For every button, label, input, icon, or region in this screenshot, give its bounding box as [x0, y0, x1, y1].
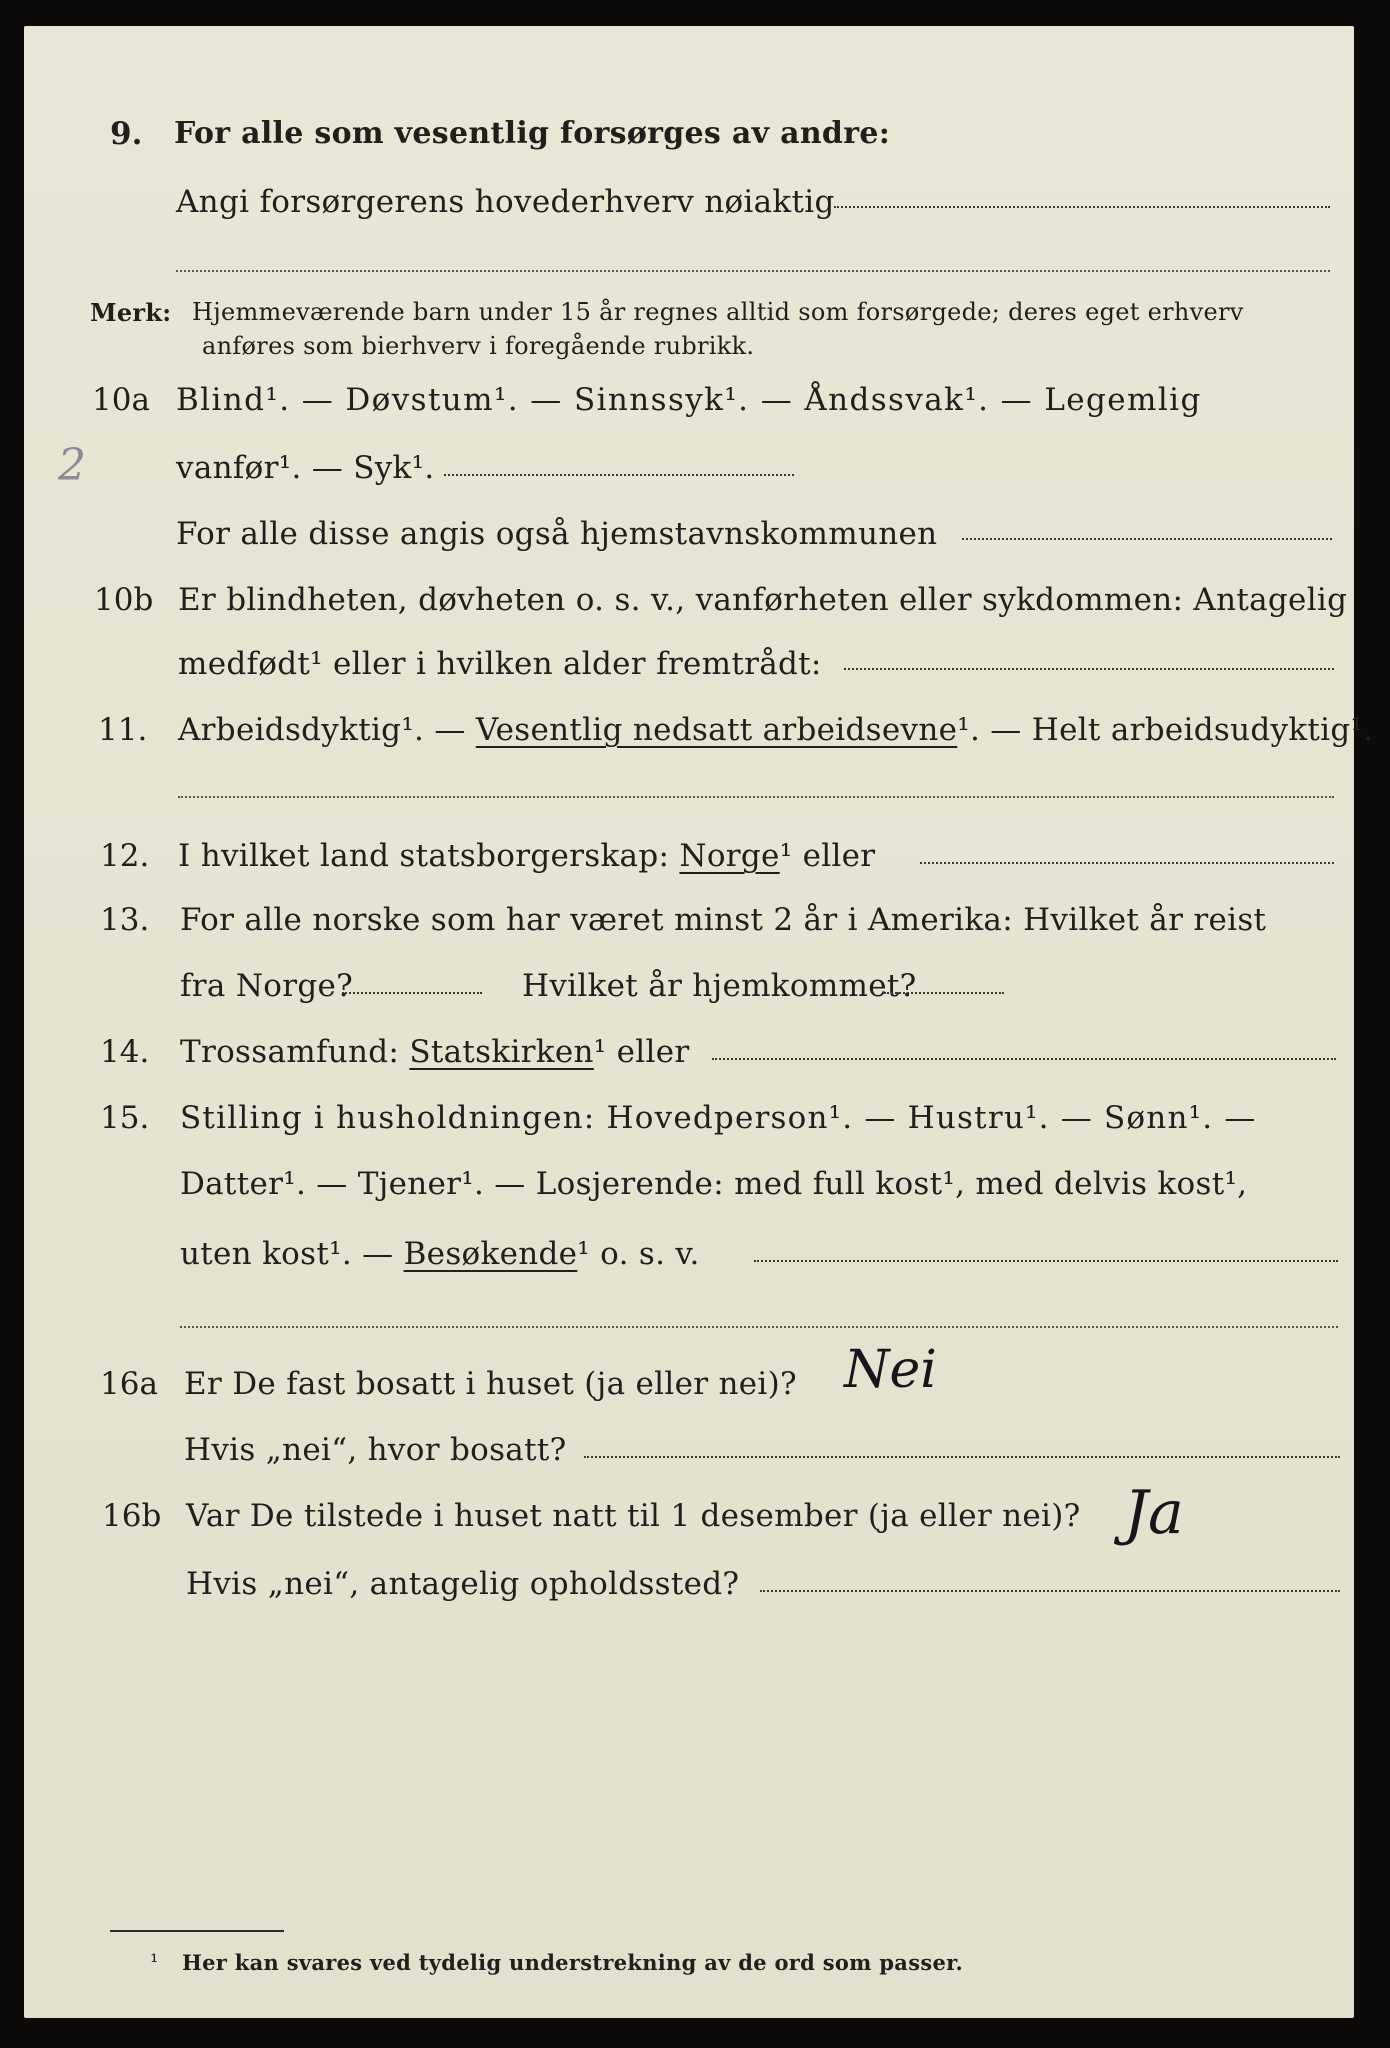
- q16a-followup-answer-line[interactable]: [584, 1456, 1340, 1458]
- q13-hjemkommet-label: Hvilket år hjemkommet?: [522, 968, 917, 1004]
- q15-answer-line[interactable]: [754, 1260, 1338, 1262]
- q11-number: 11.: [98, 712, 148, 748]
- q11-underlined-answer[interactable]: Vesentlig nedsatt arbeidsevne: [475, 712, 958, 748]
- q14-eller: ¹ eller: [593, 1034, 690, 1070]
- q10a-syk-answer-line[interactable]: [444, 474, 794, 476]
- q10a-line-3: For alle disse angis også hjemstavnskommunen: [176, 516, 938, 552]
- q10a-line-2: vanfør¹. — Syk¹.: [176, 450, 435, 486]
- q9-answer-line[interactable]: [834, 206, 1330, 208]
- q15-answer-line-2[interactable]: [180, 1326, 1338, 1328]
- merk-text-1: Hjemmeværende barn under 15 år regnes alltid som forsørgede; deres eget erhverv: [192, 298, 1244, 326]
- q9-occupation-label: Angi forsørgerens hovederhverv nøiaktig: [176, 184, 835, 220]
- q16b-followup-label: Hvis „nei“, antagelig opholdssted?: [186, 1566, 740, 1602]
- q15-uten-kost: uten kost¹. —: [180, 1236, 404, 1272]
- footnote-rule: [110, 1930, 284, 1932]
- q16a-question: Er De fast bosatt i huset (ja eller nei)?: [184, 1366, 797, 1402]
- q15-osv: ¹ o. s. v.: [577, 1236, 700, 1272]
- q14-answer-line[interactable]: [712, 1058, 1336, 1060]
- q16a-followup-label: Hvis „nei“, hvor bosatt?: [184, 1432, 567, 1468]
- q14-text: [180, 1034, 690, 1070]
- q14-number: 14.: [100, 1034, 150, 1070]
- q12-underlined-answer[interactable]: Norge: [679, 838, 780, 874]
- q15-line-3: [180, 1236, 700, 1272]
- q11-text: [178, 712, 1373, 748]
- q16b-question: Var De tilstede i huset natt til 1 desember (ja eller nei)?: [186, 1498, 1081, 1534]
- q14-question: Trossamfund:: [180, 1034, 410, 1070]
- q10a-number: 10a: [92, 382, 150, 418]
- q9-heading: For alle som vesentlig forsørges av andre:: [174, 116, 891, 151]
- margin-pencil-mark: 2: [58, 440, 86, 491]
- merk-text-2: anføres som bierhverv i foregående rubrikk.: [202, 332, 755, 360]
- merk-label: Merk:: [90, 298, 172, 327]
- q12-text: [178, 838, 875, 874]
- q13-reist-answer-line[interactable]: [342, 992, 482, 994]
- q9-number: 9.: [110, 116, 143, 152]
- q12-answer-line[interactable]: [920, 862, 1334, 864]
- q12-question: I hvilket land statsborgerskap:: [178, 838, 680, 874]
- q11-answer-line[interactable]: [178, 796, 1334, 798]
- q9-answer-line-2[interactable]: [176, 270, 1330, 272]
- census-form-page: [24, 26, 1374, 2018]
- q16a-number: 16a: [100, 1366, 158, 1402]
- q11-option-rest: ¹. — Helt arbeidsudyktig¹.: [957, 712, 1374, 748]
- q10a-line-1: Blind¹. — Døvstum¹. — Sinnssyk¹. — Åndssvak¹. — Legemlig: [176, 382, 1202, 418]
- footnote-marker: ¹: [150, 1950, 159, 1974]
- q10b-answer-line[interactable]: [844, 668, 1334, 670]
- q15-number: 15.: [100, 1100, 150, 1136]
- q13-number: 13.: [100, 902, 150, 938]
- q13-reist-label: fra Norge?: [180, 968, 354, 1004]
- q16b-followup-answer-line[interactable]: [760, 1590, 1340, 1592]
- q10b-line-1: Er blindheten, døvheten o. s. v., vanførheten eller sykdommen: Antagelig: [178, 582, 1348, 618]
- q15-line-1: Stilling i husholdningen: Hovedperson¹. — Hustru¹. — Sønn¹. —: [180, 1100, 1257, 1136]
- q15-underlined-answer[interactable]: Besøkende: [403, 1236, 578, 1272]
- q11-option-arbeidsdyktig: Arbeidsdyktig¹. —: [178, 712, 476, 748]
- q10b-line-2: medfødt¹ eller i hvilken alder fremtrådt:: [178, 646, 822, 682]
- q12-number: 12.: [100, 838, 150, 874]
- q14-underlined-answer[interactable]: Statskirken: [409, 1034, 594, 1070]
- q10a-kommune-answer-line[interactable]: [962, 538, 1332, 540]
- q16b-number: 16b: [102, 1498, 162, 1534]
- q13-line-1: For alle norske som har været minst 2 år i Amerika: Hvilket år reist: [180, 902, 1267, 938]
- q15-line-2: Datter¹. — Tjener¹. — Losjerende: med full kost¹, med delvis kost¹,: [180, 1166, 1248, 1202]
- q10b-number: 10b: [94, 582, 154, 618]
- q13-hjemkommet-answer-line[interactable]: [884, 992, 1004, 994]
- footnote-text: Her kan svares ved tydelig understrekning av de ord som passer.: [182, 1950, 964, 1975]
- q16a-handwritten-answer[interactable]: Nei: [844, 1340, 937, 1400]
- q12-eller: ¹ eller: [779, 838, 876, 874]
- q16b-handwritten-answer[interactable]: Ja: [1124, 1478, 1184, 1548]
